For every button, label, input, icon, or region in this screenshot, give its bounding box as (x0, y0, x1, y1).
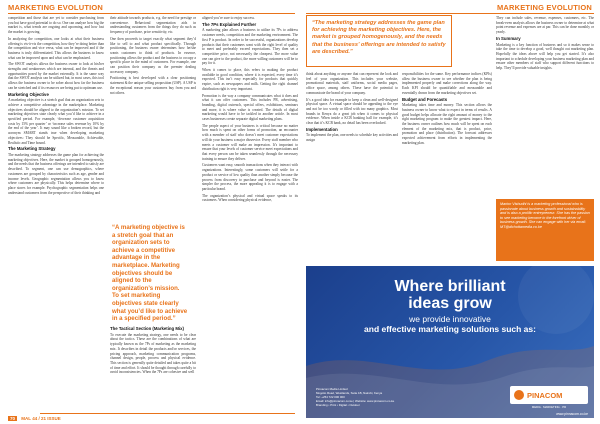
paragraph: The marketing strategy addresses the game plan for achieving the marketing objectives. Here, the market is grouped homogenously, and the needs that the business offerings are intended to satisfy are described. To segment, one can use demographics, where customers are grouped by characteristics such as age, gender and income levels. Geographic segmentation allows you to know where customers are physically. This helps determine where to place stores for example. Psychographic segmentation helps one understand customers from the perspective of their thinking and (8, 152, 104, 195)
advertisement[interactable] (306, 266, 594, 418)
paragraph: Promotion is the way a company communicates what it does and what it can offer customers. This includes PR, advertising, branding, digital outreach, special offers, exhibitions, seminars and more, it is where value is created. The details of digital marketing would have to be tackled in another article. In most cases businesses create separate digital marketing plans. (202, 93, 298, 122)
paragraph: One then proceeds to target exactly what segment they’d like to sell to and what product specifically. Through positioning, the business owner determines how he/she wants customers to think of products. In essence, positioning allows the product and the business to occupy a specific place in the mind of customers. For example, one can position their company as the premier dealing accessory company. (110, 36, 196, 74)
paragraph: In analyzing the competition, one looks at what their business offering is vis-à-vis the competition, how they’re doing better than the competition and vice versa, what can be improved and if the business is truly differentiated. This allows the business to know what can be improved upon and what can be emphasized. (8, 36, 104, 60)
ad-headline-line-1: Where brilliant (394, 278, 506, 295)
subheading: Marketing Objective (8, 91, 49, 97)
paragraph: To implement the plan, one needs to schedule key activities and assign (306, 133, 398, 143)
pull-quote: “A marketing objective is a stretch goal that an organization sets to achieve a competitive advantage in the marketplace. Marketing objectives should be aligned to the organization’s mission. To set marketing objectives state clearly what you’d like to achieve in a specified period.” (112, 224, 188, 323)
paragraph: A marketing objective is a stretch goal that an organization sets to achieve a competitive advantage in the marketplace. Marketing objectives should be aligned to the organization’s mission. To set marketing objectives state clearly what you’d like to achieve in a specified period. For example, ‘decrease customer acquisition costs by 15% per quarter’ or ‘increase sales revenue by 10% by the end of the year’. It may sound like a broken record, but the acronym SMART stands true when developing marketing objectives: They should be Specific, Measurable, Achievable, Realistic and Time bound. (8, 98, 104, 145)
paragraph: It’s a good idea for example to keep a clean and well-designed physical space. A virtual space should be appealing to the eye and not be too wordy or filled with too many graphics. Most brands in Kenya do a great job when it comes to physical evidence. When inside a KCB banking hall for example, it’s clear that it’s KCB bank, no detail has been overlooked. (306, 97, 398, 126)
article-column-4 (306, 72, 398, 262)
subheading: The Tactical Section (Marketing Mix) (110, 326, 184, 331)
ad-contact-line: Branding • Print • Digital • Outdoor (316, 402, 360, 407)
logo-text: PINACOM (527, 390, 563, 400)
header-rule-right (306, 13, 594, 14)
subheading: Budget and Forecasts (402, 96, 448, 102)
page-number: 70 (10, 416, 16, 421)
subheading: The Marketing Strategy (8, 146, 56, 152)
article-column-2 (110, 16, 196, 222)
ad-sub-line-1: we provide innovative (409, 314, 491, 324)
ad-website-link[interactable]: www.pinnacom.co.ke (556, 412, 588, 416)
subheading: Implementation (306, 126, 338, 132)
paragraph: Positioning is best developed with a clear positioning statement & the unique selling proposition (USP). A USP is the exceptional reason your customers buy from you and not others. (110, 76, 196, 95)
issue-label: MAL 44 / 21 ISSUE (21, 416, 61, 421)
paragraph: The SWOT analysis allows the business owner to look at his/her strengths and weaknesses which are internal, and the threats and opportunities posed by the market externally. It is the same way that the SWOT analysis can be utilized but, in most cases, this tool allows the business owner to be sober about how far the business can be stretched and if its resources are being put to optimum use. (8, 62, 104, 90)
paragraph: Marketing takes time and money. This section allows the business owner to know what to expect in terms of results. A good budget helps allocate the right amount of money to the right marketing program to make the greatest impact. Here, the business owner outlines how much will be spent on each element of the marketing mix, that is product, price, promotion and place (distribution). The forecast addresses expected achievement from efforts in implementing the marketing plan. (402, 103, 492, 145)
logo-mark-icon (514, 390, 524, 400)
paragraph: Marketing is a key function of business and so it makes sense to take the time to develop a good, well thought out marketing plan. Hopefully the ideas above will help you get started. It’s also important to schedule developing your business marketing plan and ensure other members of staff who support different functions to help. They’ll provide valuable insights. (496, 42, 594, 71)
top-pull-quote: “The marketing strategy addresses the game plan for achieving the marketing objectives. Here, the market is grouped homogenously, and the needs that the business’ offerings are intended to satisfy are described.” (306, 15, 452, 67)
page-footer (8, 416, 61, 421)
paragraph: The organization’s physical and virtual space speaks to its customers. When considering physical evidence, (202, 193, 298, 203)
section-header-left: MARKETING EVOLUTION (8, 3, 104, 12)
paragraph: The people aspect of your business is critical because no matter how much is spent on other forms of promotion, an encounter with a member of staff who doesn’t meet customer expectations will do your business a major disservice. Every staff member who meets a customer will make an impression. It’s important to ensure that your levels of customer service meet expectations and that every person can be taken seamlessly through the necessary training to ensure they deliver. (202, 123, 298, 161)
subheading: The 7Ps Explained Further (202, 21, 257, 27)
paragraph: To execute the marketing strategy, one needs to be clear about the tactics. These are the combinations of what are typically known as the 7Ps of marketing as the marketing mix. It describes in detail the products and/or services, the pricing approach, marketing communication programs, channel design, people, process and physical evidence. This section is generally quite detailed and takes quite a bit of time and effort. It should be thought through carefully to avoid inconsistencies. When the 7Ps are cohesive and well (110, 332, 196, 375)
subheading: In Summary (496, 35, 521, 41)
logo-tagline: MEDIA · MARKETING · PR (531, 405, 567, 409)
article-column-2-bottom (110, 326, 196, 410)
article-column-6 (496, 16, 594, 196)
ad-contact-details (316, 388, 486, 408)
article-column-1 (8, 16, 104, 410)
paragraph: When it comes to place, this refers to making the product available in good condition, where it is expected, every time it’s expected. This isn’t easy especially for products that quickly expire, such as newspapers and milk. Getting the right channel distribution right is very important. (202, 68, 298, 91)
paragraph: Customers want easy, smooth transactions when they interact with organizations. Interestingly, some customers will settle for a product or service of low quality than another simply because the process from discovery to purchase and beyond is easier. The simpler the process, the more appealing it is to engage with a particular brand. (202, 163, 298, 191)
ad-contact-line: Tel: +254 722 000 000 (316, 394, 345, 399)
header-rule-left (8, 13, 295, 14)
pinacom-logo (510, 386, 588, 404)
paragraph: responsibilities for the same. Key performance indices (KPIs) allow the business owner to see whether the plan is being implemented properly and make corrections along the way. Each KPI should be quantifiable and measurable and essentially drawn from the marketing objectives set. (402, 72, 492, 95)
footer-rule (40, 413, 295, 414)
author-bio-box: Marion Vishudhi is a marketing professional who is passionate about business growth and sustainability and is also a prolific entrepreneur. She has the passion to see marketing become in the forefront driver of business growth. She can engage with her via email: MT@dichottamedia.co.ke (496, 199, 594, 261)
section-header-right: MARKETING EVOLUTION (496, 3, 592, 12)
ad-headline (306, 278, 594, 312)
ad-sub-line-2: and effective marketing solutions such as: (364, 324, 536, 334)
paragraph: aligned you’re sure to enjoy success. (202, 16, 255, 20)
article-column-3 (202, 16, 298, 410)
ad-contact-line: Email: info@pinnacom.co.ke | Website: www.pinnacom.co.ke (316, 398, 395, 403)
article-column-5 (402, 72, 492, 262)
paragraph: think about anything or anyone that can represent the look and feel of your organization. This includes your website, promotional materials, staff uniforms, social media pages, office space, among others. These have the potential to communicate the brand of your company. (306, 72, 398, 95)
ad-contact-line: Pinnacom Media Limited (316, 387, 348, 391)
ad-contact-line: Mogotio Road, Westlands, Suite 1B, Nairobi, Kenya (316, 390, 383, 395)
paragraph: They can include sales, revenue, expenses, customers, etc. The break-even analysis allows the business owner to determine at what point revenue and expenses are at par. This can be done monthly or yearly. (496, 16, 594, 35)
ad-subheadline (306, 314, 594, 334)
paragraph: competition and those that are yet to consider purchasing from you but have good potential to do so. One can analyze how big the market is, what trends are ongoing and upcoming, and how fast the market is growing. (8, 16, 104, 35)
ad-headline-line-2: ideas grow (408, 295, 492, 312)
paragraph: A marketing plan allows a business to utilize its 7Ps to address customer needs, competition and the marketing environment. The first P is product. In order to be successful, organizations develop products that their customers want with the right level of quality to meet and preferably exceed expectations. They then set a competitive price, not necessarily the cheapest. The more value one can give to the product, the more willing customers will be to pay for it. (202, 28, 298, 66)
paragraph: their attitude towards products, e.g. the need for prestige or convenience. Behavioral segmentation aids in understanding customers from the things they do such as frequency of purchase, price sensitivity, etc. (110, 16, 196, 35)
